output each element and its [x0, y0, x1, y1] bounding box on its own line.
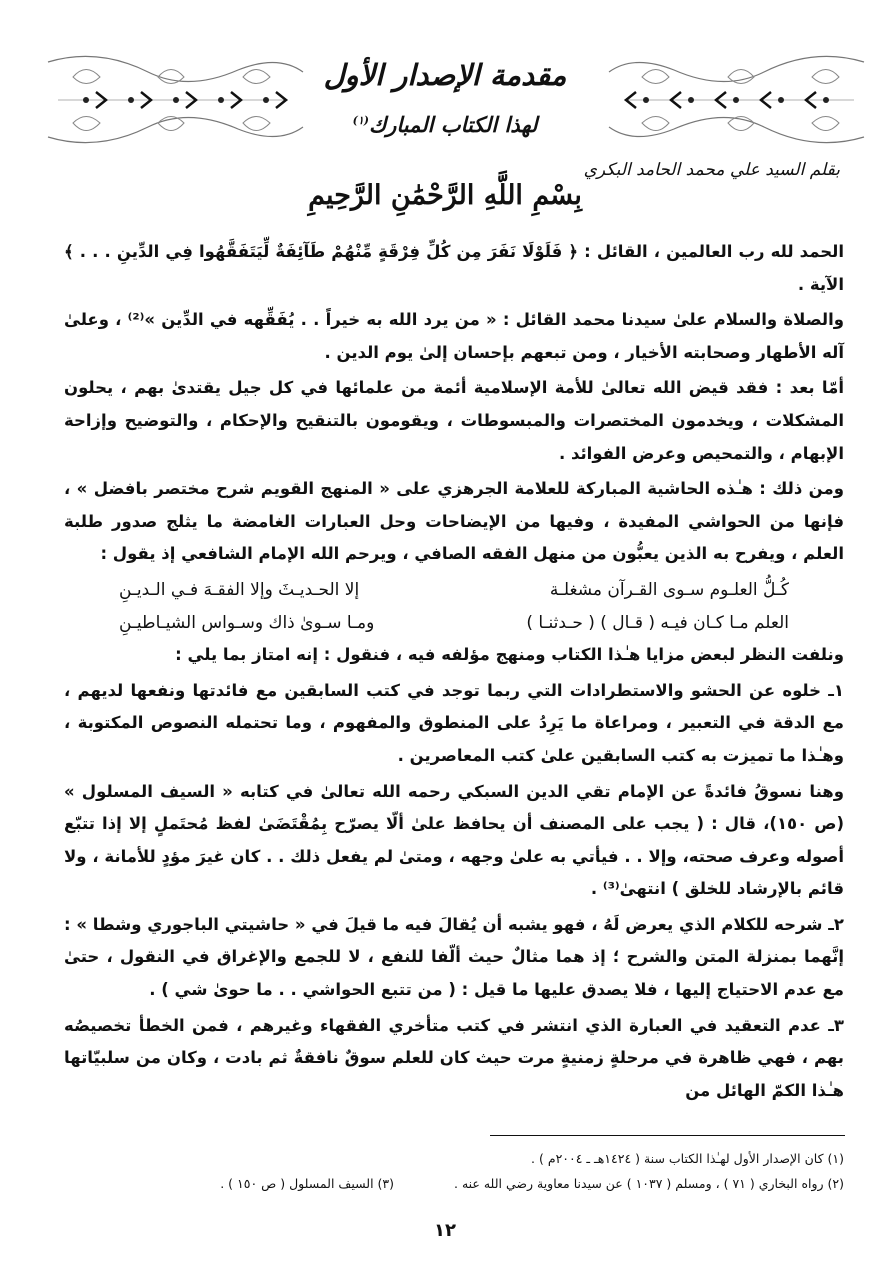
chapter-subtitle: [300, 112, 590, 137]
verse-hemistich-left: إلا الحـديـثَ وإلا الفقـهَ فـي الـديـنِ: [119, 579, 360, 600]
chapter-subtitle-text: لهذا الكتاب المبارك: [368, 112, 538, 137]
subtitle-footnote-ref: (١): [352, 114, 369, 127]
footnote-divider: [490, 1135, 845, 1136]
chapter-title: مقدمة الإصدار الأول: [323, 58, 567, 92]
page-number: ١٢: [434, 1220, 456, 1241]
paragraph: الحمد لله رب العالمين ، القائل : ﴿ فَلَوْلَا نَفَرَ مِن كُلِّ فِرْقَةٍ مِّنْهُمْ طَآئِفَةٌ لِّيَتَفَقَّهُوا فِي الدِّينِ . . . ﴾ الآية .: [64, 242, 844, 294]
paragraph: ومن ذلك : هـٰذه الحاشية المباركة للعلامة الجرهزي على « المنهج القويم شرح مختصر بافضل » ، فإنها من الحواشي المفيدة ، وفيها من الإيضاحات وحل العبارات الغامضة ما يثلج صدور طلبة العلم ، ويفرح به الذين يعبُّون من منهل الفقه الصافي ، ويرحم الله الإمام الشافعي إذ يقول :: [64, 479, 844, 564]
author-line: بقلم السيد علي محمد الحامد البكري: [583, 160, 840, 180]
basmala: بِسْمِ اللَّهِ الرَّحْمَٰنِ الرَّحِيمِ: [308, 180, 582, 211]
footnote-2: (٢) رواه البخاري ( ٧١ ) ، ومسلم ( ١٠٣٧ ) عن سيدنا معاوية رضي الله عنه .: [454, 1176, 844, 1191]
paragraph: ٣ـ عدم التعقيد في العبارة الذي انتشر في كتب متأخري الفقهاء وغيرهم ، فمن الخطأ تخصيصُه بهم ، فهي ظاهرة في مرحلةٍ زمنيةٍ مرت حيث كان للعلم سوقٌ نافقةٌ ثم بادت ، وكان من سلبيّاتها هـٰذا الكمّ الهائل من: [64, 1015, 844, 1100]
verse-hemistich-right: العلم مـا كـان فيـه ( قـال ) ( حـدثنـا ): [526, 612, 789, 633]
verse-hemistich-left: ومـا سـوىٰ ذاك وسـواس الشيـاطيـنِ: [119, 612, 375, 633]
paragraph: ونلفت النظر لبعض مزايا هـٰذا الكتاب ومنهج مؤلفه فيه ، فنقول : إنه امتاز بما يلي :: [175, 645, 844, 665]
paragraph: وهنا نسوقُ فائدةً عن الإمام تقي الدين السبكي رحمه الله تعالىٰ في كتابه « السيف المسلول » (ص ١٥٠)، قال : ( يجب على المصنف أن يحافظ علىٰ ألّا يصرّح بِمُقْتَضَىٰ لفظ مُحتَملٍ إلا إذا تتبّع أصوله وعرف صحته، وإلا . . فيأتي به علىٰ وجهه ، ومتىٰ لم يفعل ذلك . . كان غيرَ مؤدٍ للأمانة ، ولا قائم بالإرشاد للخلق ) انتهىٰ⁽³⁾ .: [64, 781, 845, 899]
poem-verse: [64, 607, 844, 640]
paragraph: ١ـ خلوه عن الحشو والاستطرادات التي ربما توجد في كتب السابقين مع فائدتها ونفعها لديهم ، مع الدقة في التعبير ، ومراعاة ما يَرِدُ على المنطوق والمفهوم ، وما تحتمله النصوص المكتوبة ، وهـٰذا ما تميزت به كتب السابقين علىٰ كتب المعاصرين .: [64, 680, 844, 765]
paragraph: ٢ـ شرحه للكلام الذي يعرض لَهُ ، فهو يشبه أن يُقالَ فيه ما قيلَ في « حاشيتي الباجوري وشطا » : إنَّهما بمنزلة المتن والشرح ؛ إذ هما مثالٌ حيث ألّفا للنفع ، لا للجمع والإغراق في النقول ، حتىٰ مع عدم الاحتياج إليها ، فلا يصدق عليها ما قيل : ( من تتبع الحواشي . . ما حوىٰ شي ) .: [64, 914, 844, 1000]
poem-verse: [64, 574, 844, 607]
header-ornament-right: [604, 52, 874, 147]
paragraph: أمّا بعد : فقد قيض الله تعالىٰ للأمة الإسلامية أئمة من علمائها في كل جيل يقتدىٰ بهم ، يحلون المشكلات ، ويخدمون المختصرات والمبسوطات ، ويقومون بالتنقيح والإحكام ، والتوضيح وإزاحة الإبهام ، والتمحيص وعرض الفوائد .: [64, 378, 844, 463]
paragraph: والصلاة والسلام علىٰ سيدنا محمد القائل : « من يرد الله به خيراً . . يُفَقِّهه في الدِّين »⁽²⁾ ، وعلىٰ آله الأطهار وصحابته الأخيار ، ومن تبعهم بإحسان إلىٰ يوم الدين .: [64, 310, 844, 362]
footnote-3: (٣) السيف المسلول ( ص ١٥٠ ) .: [220, 1176, 394, 1191]
verse-hemistich-right: كُـلُّ العلـوم سـوى القـرآن مشغلـة: [549, 579, 789, 600]
footnote-row: [64, 1176, 844, 1191]
footnote-1: (١) كان الإصدار الأول لهـٰذا الكتاب سنة ( ١٤٢٤هـ ـ ٢٠٠٤م ) .: [531, 1151, 844, 1166]
header-ornament-left: [38, 52, 308, 147]
body-text: [64, 236, 844, 1110]
